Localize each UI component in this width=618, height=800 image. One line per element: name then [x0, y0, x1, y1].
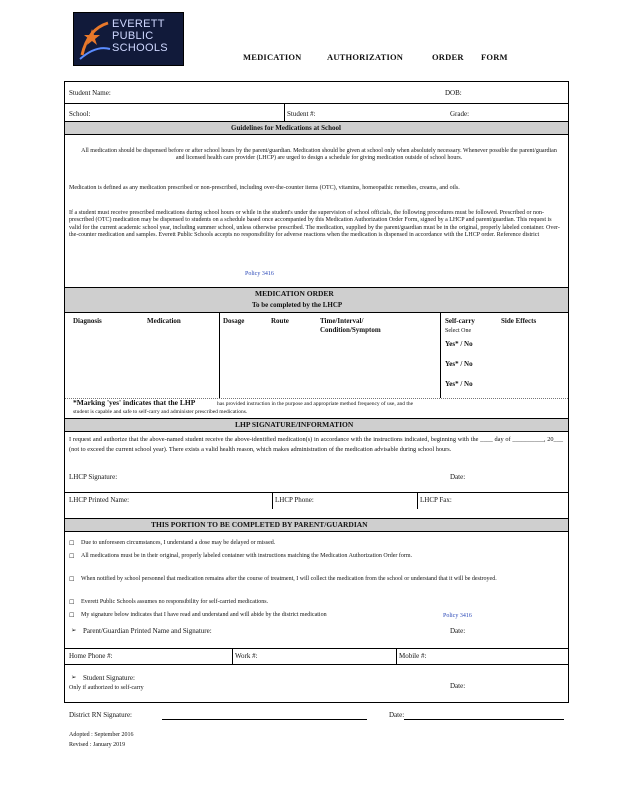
self-carry-note-line-2: student is capable and safe to self-carry and administer prescribed medications.: [73, 409, 248, 415]
parent-date-label: Date:: [450, 627, 466, 635]
parent-item-5: My signature below indicates that I have read and understand and will abide by the district medication: [81, 612, 327, 618]
col-route: Route: [271, 317, 289, 325]
parent-heading: THIS PORTION TO BE COMPLETED BY PARENT/GUARDIAN: [151, 520, 368, 529]
rn-signature-label: District RN Signature:: [69, 711, 132, 719]
parent-item-3: When notified by school personnel that medication remains after the course of treatment, I will collect the medication from the school or understand that it will be destroyed.: [81, 576, 497, 582]
col-time: Time/Interval/: [320, 317, 364, 325]
col-side-effects: Side Effects: [501, 317, 537, 325]
parent-policy-link[interactable]: Policy 3416: [443, 613, 472, 619]
work-phone-label: Work #:: [235, 652, 258, 660]
student-signature-label: Student Signature:: [83, 674, 135, 682]
order-heading: MEDICATION ORDER: [255, 289, 334, 298]
self-carry-note: *Marking 'yes' indicates that the LHP: [73, 398, 196, 407]
checkbox-1[interactable]: ☐: [69, 541, 75, 547]
title-word-3: ORDER: [432, 52, 464, 62]
star-swoosh-icon: [78, 19, 112, 61]
self-carry-note-cont: has provided instruction in the purpose and appropriate method frequency of use, and the: [217, 401, 414, 407]
student-signature-sub: Only if authorized to self-carry: [69, 685, 144, 691]
logo-line-2: PUBLIC: [112, 30, 154, 42]
checkbox-4[interactable]: ☐: [69, 600, 75, 606]
student-date-label: Date:: [450, 682, 466, 690]
rn-date-label: Date:: [389, 711, 405, 719]
revised-date: Revised : January 2019: [69, 742, 126, 748]
arrow-icon-2: ➢: [71, 674, 77, 681]
mobile-phone-label: Mobile #:: [399, 652, 427, 660]
yes-no-option-1[interactable]: Yes* / No: [445, 340, 473, 348]
guidelines-para-2: Medication is defined as any medication prescribed or non-prescribed, including over-the-counter items (OTC), vitamins, homeopathic remedies, creams, and oils.: [69, 185, 460, 191]
lhp-heading: LHP SIGNATURE/INFORMATION: [235, 420, 354, 429]
col-medication: Medication: [147, 317, 181, 325]
parent-item-4: Everett Public Schools assumes no responsibility for self-carried medications.: [81, 599, 269, 605]
checkbox-3[interactable]: ☐: [69, 577, 75, 583]
parent-item-2: All medications must be in their original, properly labeled container with instructions matching the Medication Authorization Order form.: [81, 553, 413, 559]
arrow-icon: ➢: [71, 627, 77, 634]
student-name-label: Student Name:: [69, 89, 111, 97]
checkbox-2[interactable]: ☐: [69, 554, 75, 560]
title-word-2: AUTHORIZATION: [327, 52, 404, 62]
parent-signature-label: Parent/Guardian Printed Name and Signature:: [83, 627, 212, 635]
logo-line-1: EVERETT: [112, 18, 165, 30]
lhcp-printed-name-label: LHCP Printed Name:: [69, 496, 130, 504]
form-frame: [64, 81, 569, 703]
guidelines-para-1: All medication should be dispensed before or after school hours by the parent/guardian. Medication should be given at school only when absolutely necessary. Whenever possible the parent/guardian and licensed health care provider (LHCP) are urged to design a schedule for giving medication outside of school hours.: [81, 148, 557, 162]
guidelines-heading: Guidelines for Medications at School: [231, 124, 341, 132]
lhcp-date-label: Date:: [450, 473, 466, 481]
col-dosage: Dosage: [223, 317, 245, 325]
student-number-label: Student #:: [287, 110, 316, 118]
grade-label: Grade:: [450, 110, 470, 118]
title-word-1: MEDICATION: [243, 52, 302, 62]
lhcp-signature-label: LHCP Signature:: [69, 473, 118, 481]
rn-signature-line[interactable]: [162, 719, 367, 720]
order-subheading: To be completed by the LHCP: [252, 301, 343, 309]
title-word-4: FORM: [481, 52, 508, 62]
guidelines-para-3: If a student must receive prescribed medications during school hours or while in the student's under the supervision of school officials, the following procedures must be followed. Prescribed or non-prescribed (OTC) medication may be dispensed to students on a schedule based once accompanied by this Medication Authorization Order Form, signed by a LHCP and parent/guardian. This request is valid for the current academic school year, including summer school, unless otherwise prescribed. The medication, supplied by the parent/guardian must be in the original, properly labeled container. Over-the-counter medication and samples. Everett Public Schools accepts no responsibility for adverse reactions when the medication is dispensed in accordance with the LHCP order. Reference district: [69, 210, 560, 239]
dob-label: DOB:: [445, 89, 462, 97]
rn-date-line[interactable]: [404, 719, 564, 720]
col-select-one: Select One: [445, 328, 472, 334]
col-diagnosis: Diagnosis: [73, 317, 102, 325]
school-label: School:: [69, 110, 91, 118]
parent-item-1: Due to unforeseen circumstances, I understand a dose may be delayed or missed.: [81, 540, 276, 546]
home-phone-label: Home Phone #:: [69, 652, 113, 660]
col-self-carry: Self-carry: [445, 317, 475, 325]
yes-no-option-3[interactable]: Yes* / No: [445, 380, 473, 388]
col-condition: Condition/Symptom: [320, 326, 381, 334]
lhcp-phone-label: LHCP Phone:: [275, 496, 314, 504]
logo-line-3: SCHOOLS: [112, 42, 168, 54]
district-logo: [73, 12, 184, 66]
adopted-date: Adopted : September 2016: [69, 732, 134, 738]
lhcp-fax-label: LHCP Fax:: [420, 496, 452, 504]
yes-no-option-2[interactable]: Yes* / No: [445, 360, 473, 368]
guidelines-policy-link[interactable]: Policy 3416: [245, 271, 274, 277]
lhp-authorization-text: I request and authorize that the above-named student receive the above-identified medication(s) in accordance with the instructions indicated, beginning with the ____ day of __________, 20___ (not to exceed the current school year). There exists a valid health reason, which makes administration of the medication advisable during school hours.: [69, 436, 563, 453]
checkbox-5[interactable]: ☐: [69, 613, 75, 619]
